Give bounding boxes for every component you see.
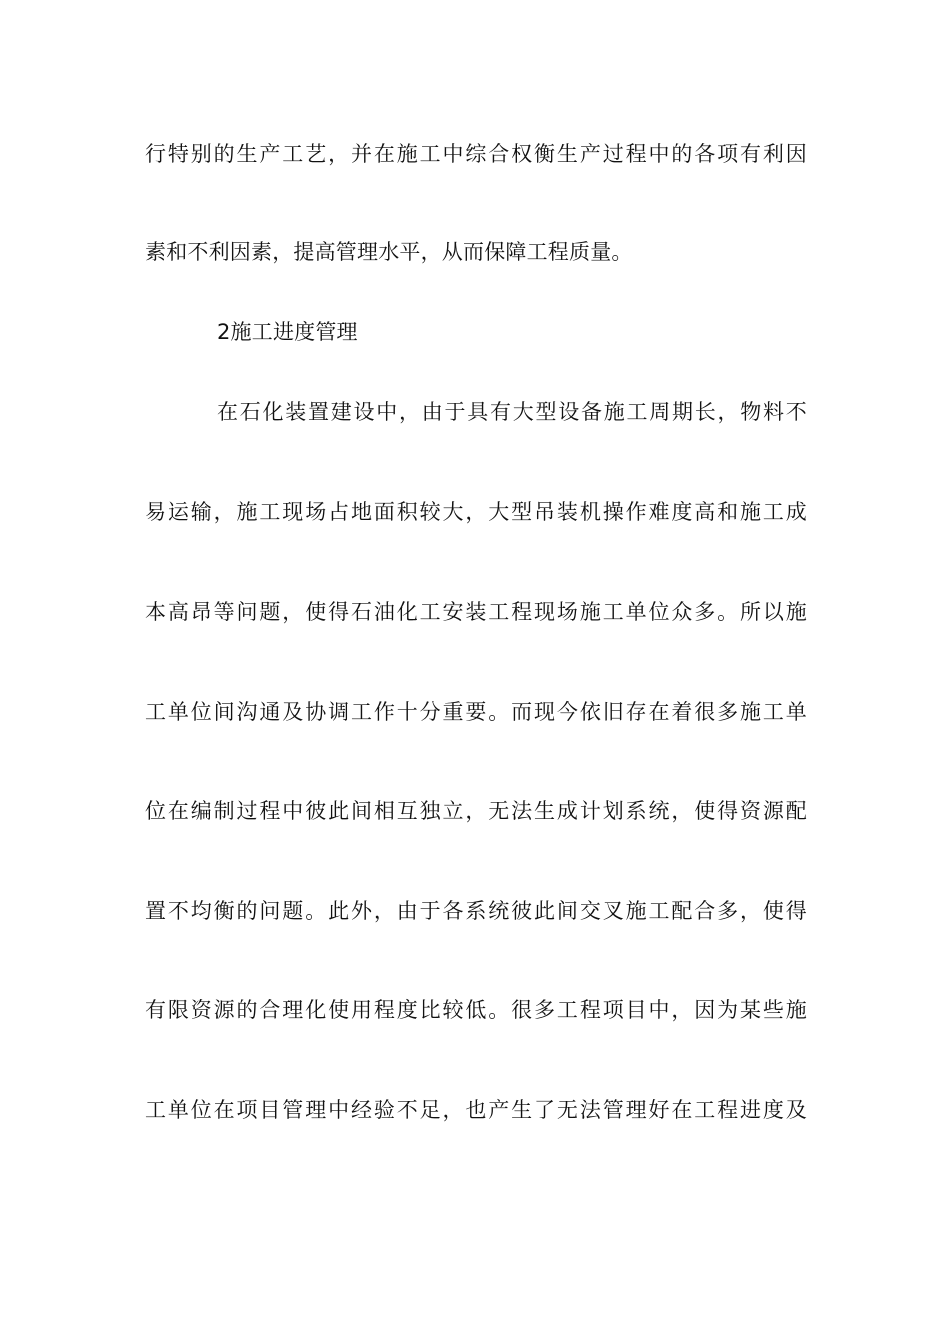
paragraph-line-1: 行特别的生产工艺，并在施工中综合权衡生产过程中的各项有利因: [145, 142, 807, 166]
paragraph-line-10: 工单位在项目管理中经验不足，也产生了无法管理好在工程进度及: [145, 1098, 807, 1122]
paragraph-line-4: 易运输，施工现场占地面积较大，大型吊装机操作难度高和施工成: [145, 500, 807, 524]
paragraph-line-6: 工单位间沟通及协调工作十分重要。而现今依旧存在着很多施工单: [145, 700, 807, 724]
paragraph-line-9: 有限资源的合理化使用程度比较低。很多工程项目中，因为某些施: [145, 998, 807, 1022]
paragraph-line-7: 位在编制过程中彼此间相互独立，无法生成计划系统，使得资源配: [145, 799, 807, 823]
paragraph-line-5: 本高昂等问题，使得石油化工安装工程现场施工单位众多。所以施: [145, 600, 807, 624]
paragraph-line-2: 素和不利因素，提高管理水平，从而保障工程质量。: [145, 240, 633, 264]
paragraph-line-8: 置不均衡的问题。此外，由于各系统彼此间交叉施工配合多，使得: [145, 899, 807, 923]
paragraph-line-3: 在石化装置建设中，由于具有大型设备施工周期长，物料不: [217, 400, 807, 424]
section-heading: 2施工进度管理: [217, 320, 358, 344]
